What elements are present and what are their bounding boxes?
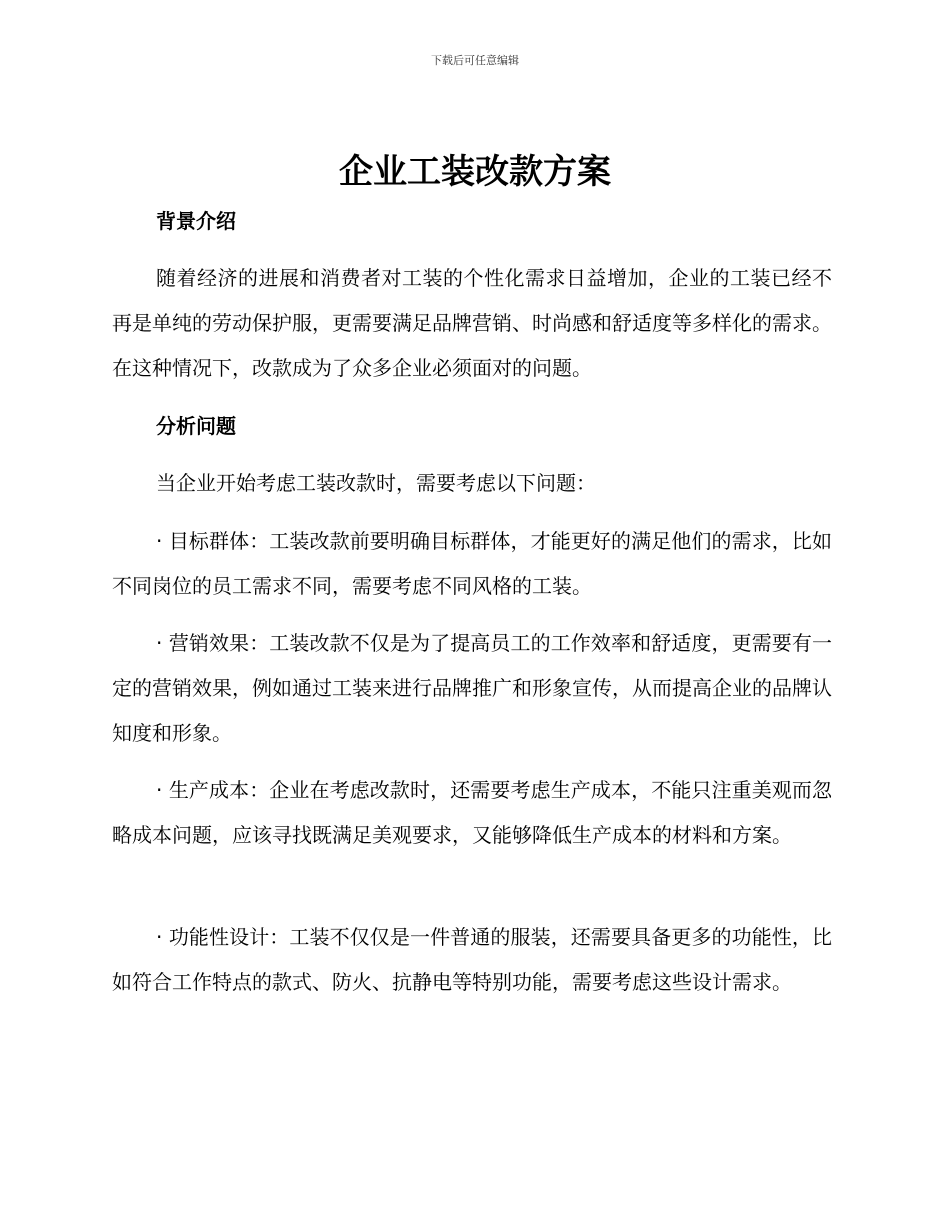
- header-note: 下载后可任意编辑: [431, 54, 519, 67]
- document-title: 企业工装改款方案: [339, 152, 611, 192]
- bullet-target-group: · 目标群体：工装改款前要明确目标群体，才能更好的满足他们的需求，比如不同岗位的员工需求不同，需要考虑不同风格的工装。: [112, 529, 832, 598]
- paragraph-analysis-intro: 当企业开始考虑工装改款时，需要考虑以下问题：: [156, 471, 596, 495]
- bullet-production-cost: · 生产成本：企业在考虑改款时，还需要考虑生产成本，不能只注重美观而忽略成本问题，应该寻找既满足美观要求，又能够降低生产成本的材料和方案。: [112, 778, 832, 847]
- section-heading-analysis: 分析问题: [156, 414, 236, 438]
- bullet-functional-design: · 功能性设计：工装不仅仅是一件普通的服装，还需要具备更多的功能性，比如符合工作特点的款式、防火、抗静电等特别功能，需要考虑这些设计需求。: [112, 925, 832, 994]
- section-heading-background: 背景介绍: [156, 209, 236, 233]
- bullet-marketing-effect: · 营销效果：工装改款不仅是为了提高员工的工作效率和舒适度，更需要有一定的营销效果，例如通过工装来进行品牌推广和形象宣传，从而提高企业的品牌认知度和形象。: [112, 631, 832, 745]
- paragraph-background: 随着经济的进展和消费者对工装的个性化需求日益增加，企业的工装已经不再是单纯的劳动保护服，更需要满足品牌营销、时尚感和舒适度等多样化的需求。在这种情况下，改款成为了众多企业必须面对的问题。: [112, 266, 832, 380]
